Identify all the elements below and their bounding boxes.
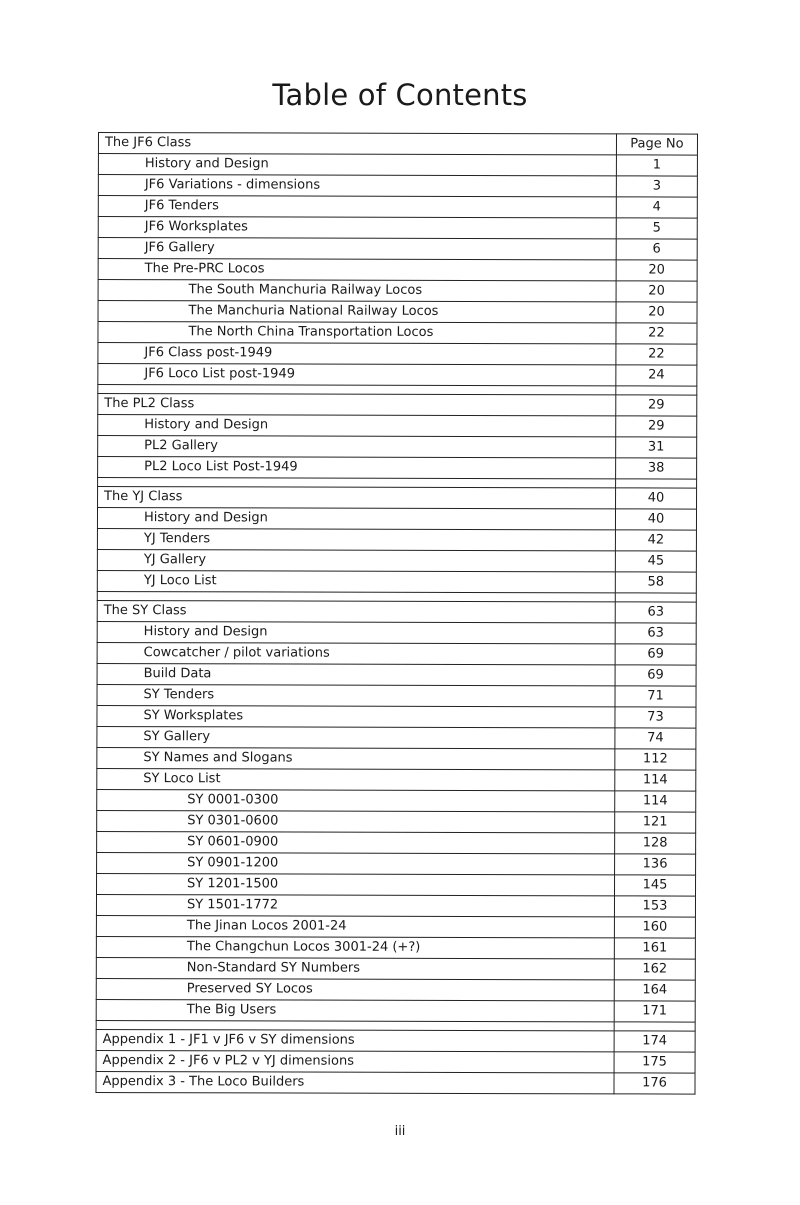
toc-entry-page: 128 <box>615 833 696 854</box>
toc-row <box>97 621 696 644</box>
toc-row <box>96 936 695 959</box>
toc-entry-label: JF6 Tenders <box>98 196 616 218</box>
toc-entry-label: Build Data <box>97 663 615 685</box>
toc-entry-page: 136 <box>615 854 696 875</box>
toc-row <box>98 343 697 366</box>
toc-entry-label: SY Loco List <box>97 768 615 790</box>
toc-entry-label: The South Manchuria Railway Locos <box>98 280 616 302</box>
toc-entry-label: The YJ Class <box>98 487 616 509</box>
toc-entry-page: 162 <box>614 959 695 980</box>
toc-entry-label: Preserved SY Locos <box>96 978 614 1000</box>
toc-row <box>97 508 696 531</box>
toc-row <box>97 768 696 791</box>
toc-entry-label: SY 0001-0300 <box>97 789 615 811</box>
toc-entry-page: 145 <box>615 875 696 896</box>
toc-row <box>98 280 697 303</box>
toc-row <box>96 1071 695 1094</box>
toc-entry-page: 73 <box>615 707 696 728</box>
toc-entry-page: 58 <box>615 572 696 593</box>
toc-row <box>97 873 696 896</box>
toc-entry-page: 175 <box>614 1052 695 1073</box>
toc-entry-page: 69 <box>615 644 696 665</box>
spacer-cell <box>615 593 696 602</box>
toc-entry-label: PL2 Loco List Post-1949 <box>98 457 616 479</box>
toc-row <box>97 789 696 812</box>
toc-entry-page: 29 <box>616 395 697 416</box>
toc-entry-label: Cowcatcher / pilot variations <box>97 642 615 664</box>
toc-entry-page: 114 <box>615 791 696 812</box>
toc-entry-page: 20 <box>616 302 697 323</box>
toc-row <box>97 663 696 686</box>
spacer-cell <box>616 386 697 395</box>
toc-row <box>97 747 696 770</box>
toc-row <box>97 642 696 665</box>
toc-entry-label: The SY Class <box>97 600 615 622</box>
toc-entry-label: Non-Standard SY Numbers <box>96 957 614 979</box>
toc-entry-label: SY Worksplates <box>97 705 615 727</box>
contents-table-body <box>96 133 698 1095</box>
toc-row <box>98 175 697 198</box>
toc-row <box>97 852 696 875</box>
toc-entry-page: 22 <box>616 344 697 365</box>
toc-entry-label: The Jinan Locos 2001-24 <box>96 915 614 937</box>
toc-entry-label: PL2 Gallery <box>98 436 616 458</box>
toc-entry-label: The Pre-PRC Locos <box>98 259 616 281</box>
toc-entry-page: 40 <box>615 509 696 530</box>
page-title: Table of Contents <box>272 78 528 112</box>
toc-row <box>96 894 695 917</box>
page-number: iii <box>394 1124 406 1139</box>
toc-entry-label: SY 0301-0600 <box>97 810 615 832</box>
toc-row <box>96 978 695 1001</box>
toc-row <box>96 1050 695 1073</box>
toc-row <box>97 570 696 593</box>
toc-entry-page: 63 <box>615 623 696 644</box>
toc-entry-label: SY 1201-1500 <box>97 873 615 895</box>
toc-entry-page: 114 <box>615 770 696 791</box>
toc-row <box>96 957 695 980</box>
toc-entry-page: 161 <box>614 938 695 959</box>
toc-entry-label: SY 1501-1772 <box>96 894 614 916</box>
toc-entry-label: Appendix 1 - JF1 v JF6 v SY dimensions <box>96 1029 614 1051</box>
toc-row <box>96 915 695 938</box>
toc-entry-label: SY Gallery <box>97 726 615 748</box>
toc-entry-label: The JF6 Class <box>98 133 616 155</box>
toc-entry-label: The North China Transportation Locos <box>98 322 616 344</box>
toc-entry-page: 5 <box>616 218 697 239</box>
toc-row <box>98 133 697 156</box>
toc-row <box>98 154 697 177</box>
toc-entry-label: YJ Loco List <box>97 570 615 592</box>
toc-entry-page: 160 <box>614 917 695 938</box>
toc-row <box>98 415 697 438</box>
toc-entry-label: The PL2 Class <box>98 394 616 416</box>
toc-row <box>98 238 697 261</box>
toc-entry-label: JF6 Worksplates <box>98 217 616 239</box>
toc-entry-label: JF6 Loco List post-1949 <box>98 364 616 386</box>
toc-entry-label: SY 0601-0900 <box>97 831 615 853</box>
toc-entry-page: 74 <box>615 728 696 749</box>
toc-entry-page: 6 <box>616 239 697 260</box>
toc-entry-label: History and Design <box>98 154 616 176</box>
toc-row <box>97 831 696 854</box>
toc-row <box>98 487 697 510</box>
toc-entry-label: The Big Users <box>96 999 614 1021</box>
toc-entry-label: JF6 Gallery <box>98 238 616 260</box>
toc-entry-page: 22 <box>616 323 697 344</box>
toc-row <box>98 301 697 324</box>
toc-entry-page: 3 <box>616 176 697 197</box>
toc-entry-label: Appendix 2 - JF6 v PL2 v YJ dimensions <box>96 1050 614 1072</box>
toc-row <box>98 196 697 219</box>
toc-entry-label: SY Names and Slogans <box>97 747 615 769</box>
toc-row <box>98 457 697 480</box>
toc-entry-page: 71 <box>615 686 696 707</box>
toc-entry-page: 45 <box>615 551 696 572</box>
toc-row <box>98 364 697 387</box>
toc-row <box>97 726 696 749</box>
toc-entry-label: JF6 Class post-1949 <box>98 343 616 365</box>
toc-entry-label: History and Design <box>97 621 615 643</box>
toc-row <box>98 217 697 240</box>
toc-entry-page: 176 <box>614 1073 695 1094</box>
toc-row <box>98 436 697 459</box>
toc-entry-label: YJ Gallery <box>97 549 615 571</box>
toc-entry-page: 69 <box>615 665 696 686</box>
spacer-cell <box>616 479 697 488</box>
toc-entry-label: SY Tenders <box>97 684 615 706</box>
toc-entry-page: 174 <box>614 1031 695 1052</box>
toc-row <box>96 999 695 1022</box>
toc-entry-page: 31 <box>616 437 697 458</box>
toc-row <box>97 600 696 623</box>
toc-row <box>97 705 696 728</box>
toc-entry-page: 24 <box>616 365 697 386</box>
toc-entry-label: YJ Tenders <box>97 528 615 550</box>
toc-entry-page: 20 <box>616 281 697 302</box>
toc-row <box>98 259 697 282</box>
toc-row <box>97 549 696 572</box>
toc-entry-label: The Changchun Locos 3001-24 (+?) <box>96 936 614 958</box>
toc-row <box>97 810 696 833</box>
toc-entry-page: 153 <box>614 896 695 917</box>
toc-entry-page: 42 <box>615 530 696 551</box>
toc-entry-page: 38 <box>616 458 697 479</box>
toc-row <box>96 1029 695 1052</box>
toc-entry-label: The Manchuria National Railway Locos <box>98 301 616 323</box>
toc-entry-page: 164 <box>614 980 695 1001</box>
toc-entry-label: JF6 Variations - dimensions <box>98 175 616 197</box>
toc-entry-page: 20 <box>616 260 697 281</box>
toc-entry-page: 112 <box>615 749 696 770</box>
contents-table <box>95 132 698 1095</box>
toc-entry-page: 1 <box>616 155 697 176</box>
toc-entry-label: SY 0901-1200 <box>97 852 615 874</box>
toc-entry-page: 121 <box>615 812 696 833</box>
toc-entry-page: 63 <box>615 602 696 623</box>
toc-entry-page: 40 <box>616 488 697 509</box>
toc-row <box>98 322 697 345</box>
toc-row <box>97 528 696 551</box>
toc-row <box>98 394 697 417</box>
toc-entry-page: 4 <box>616 197 697 218</box>
spacer-cell <box>614 1022 695 1031</box>
toc-entry-label: History and Design <box>98 415 616 437</box>
toc-entry-label: Appendix 3 - The Loco Builders <box>96 1071 614 1093</box>
toc-row <box>97 684 696 707</box>
toc-entry-page: 171 <box>614 1001 695 1022</box>
toc-entry-label: History and Design <box>97 508 615 530</box>
page-no-header: Page No <box>616 134 697 155</box>
toc-entry-page: 29 <box>616 416 697 437</box>
